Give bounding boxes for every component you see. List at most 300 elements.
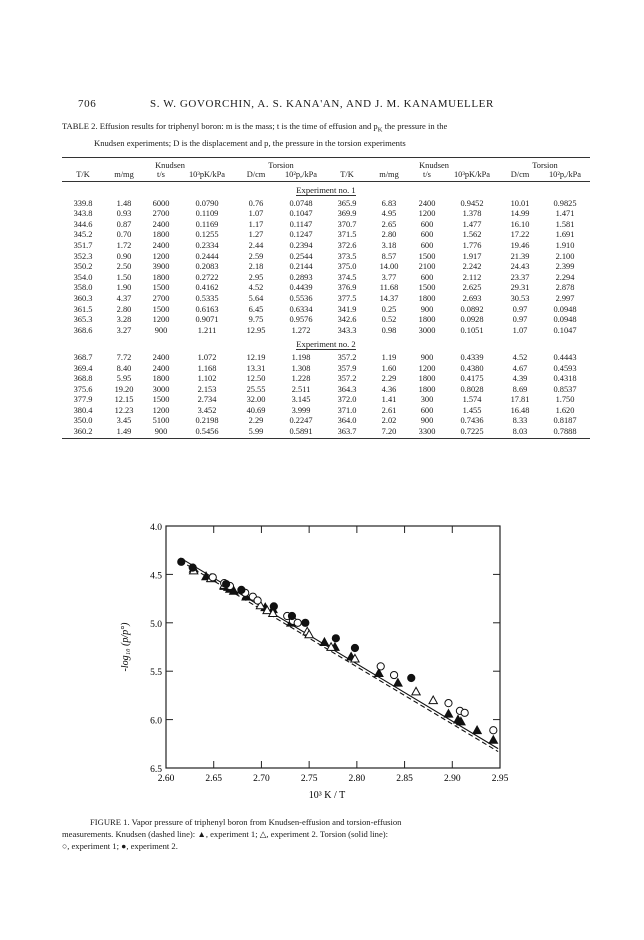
torsion-exp2-point (351, 644, 358, 651)
column-header: D/cm (236, 170, 276, 182)
table-cell: 1.471 (555, 209, 575, 219)
table-cell: 1.917 (462, 251, 482, 261)
table-cell: 1.378 (462, 209, 482, 219)
table-cell: 2.693 (462, 293, 482, 303)
column-header: 10³pK/kPa (178, 170, 236, 182)
table-cell: 2.511 (291, 384, 311, 394)
torsion-exp2-point (178, 558, 185, 565)
table-cell: 352.3 (73, 251, 93, 261)
table-cell: 900 (154, 325, 168, 335)
table-cell: 1.477 (462, 219, 482, 229)
table-cell: 4.36 (381, 384, 397, 394)
table-cell: 370.7 (337, 219, 357, 229)
group-header-torsion-right: Torsion (532, 161, 558, 170)
table-cell: 1800 (418, 374, 436, 384)
table-cell: 375.0 (337, 262, 357, 272)
table-cell: 0.97 (512, 304, 528, 314)
torsion-exp2-point (189, 564, 196, 571)
table-cell: 900 (420, 416, 434, 426)
table-cell: 365.9 (337, 198, 357, 208)
table-cell: 0.1051 (460, 325, 484, 335)
table-cell: 350.2 (73, 262, 93, 272)
table-cell: 1.910 (555, 240, 575, 250)
table-cell: 0.4162 (195, 283, 219, 293)
table-cell: 3.999 (291, 405, 311, 415)
table-cell: 3900 (152, 262, 170, 272)
table-cell: 0.5335 (195, 293, 219, 303)
table-cell: 1.102 (197, 374, 217, 384)
table-cell: 2100 (418, 262, 436, 272)
table-cell: 0.9825 (553, 198, 577, 208)
table-cell: 3.27 (116, 325, 132, 335)
column-header: 10²p,/kPa (540, 170, 590, 182)
table-cell: 25.55 (246, 384, 266, 394)
table-cell: 2.29 (248, 416, 264, 426)
table-cell: 2.65 (381, 219, 397, 229)
column-header: D/cm (500, 170, 540, 182)
torsion-exp1-point (209, 574, 216, 581)
y-tick-label: 5.5 (150, 668, 162, 679)
table-cell: 4.39 (512, 374, 528, 384)
table-cell: 13.31 (246, 363, 266, 373)
table-cell: 12.15 (114, 395, 134, 405)
table-cell: 8.33 (512, 416, 528, 426)
table-cell: 16.10 (510, 219, 530, 229)
table-cell: 2400 (152, 219, 170, 229)
table-cell: 354.0 (73, 272, 93, 282)
torsion-exp1-point (490, 727, 497, 734)
table-cell: 0.4339 (460, 352, 484, 362)
table-cell: 17.22 (510, 230, 530, 240)
torsion-exp1-point (377, 663, 384, 670)
y-tick-label: 6.5 (150, 765, 162, 775)
table-cell: 343.3 (337, 325, 357, 335)
table-cell: 2.153 (197, 384, 217, 394)
torsion-exp1-point (390, 671, 397, 678)
torsion-exp1-point (461, 709, 468, 716)
table-cell: 8.57 (381, 251, 397, 261)
table-cell: 1.41 (381, 395, 397, 405)
table-cell: 3000 (152, 384, 170, 394)
knudsen-exp1-point (473, 726, 481, 734)
table-cell: 2.399 (555, 262, 575, 272)
table-cell: 1.455 (462, 405, 482, 415)
table-cell: 3.452 (197, 405, 217, 415)
table-cell: 0.1047 (289, 209, 313, 219)
knudsen-exp2-point (412, 687, 420, 695)
table-cell: 0.5891 (289, 427, 313, 437)
table-cell: 1.17 (248, 219, 264, 229)
knudsen-exp1-point (320, 638, 328, 646)
table-cell: 374.5 (337, 272, 357, 282)
table-cell: 2.997 (555, 293, 575, 303)
table-cell: 371.5 (337, 230, 357, 240)
table-cell: 2400 (152, 240, 170, 250)
table-cell: 2.878 (555, 283, 575, 293)
y-tick-label: 5.0 (150, 619, 162, 630)
figure-caption-line1: FIGURE 1. Vapor pressure of triphenyl boron from Knudsen-effusion and torsion-effusion (90, 817, 402, 827)
knudsen-exp1-point (489, 736, 497, 744)
table-cell: 1800 (152, 230, 170, 240)
knudsen-exp1-point (444, 710, 452, 718)
table-cell: 371.0 (337, 405, 357, 415)
table-cell: 24.43 (510, 262, 530, 272)
table-cell: 368.7 (73, 352, 93, 362)
table-cell: 1.07 (248, 209, 264, 219)
table-cell: 0.87 (116, 219, 132, 229)
table-cell: 0.7436 (460, 416, 484, 426)
table-cell: 0.1047 (553, 325, 577, 335)
table-cell: 2.18 (248, 262, 264, 272)
table-cell: 6000 (152, 198, 170, 208)
table-cell: 2.44 (248, 240, 264, 250)
table-cell: 0.2444 (195, 251, 219, 261)
experiment-label: Experiment no. 1 (296, 185, 356, 195)
table-cell: 2.625 (462, 283, 482, 293)
table-cell: 2700 (152, 209, 170, 219)
table-cell: 364.0 (337, 416, 357, 426)
table-cell: 0.2144 (289, 262, 313, 272)
table-cell: 0.4175 (460, 374, 484, 384)
table-cell: 1.49 (116, 427, 132, 437)
table-cell: 1800 (418, 384, 436, 394)
table-cell: 360.3 (73, 293, 93, 303)
table-cell: 2400 (418, 198, 436, 208)
table-cell: 1.27 (248, 230, 264, 240)
table-cell: 4.52 (248, 283, 264, 293)
table-cell: 8.03 (512, 427, 528, 437)
table-cell: 12.50 (246, 374, 266, 384)
table-cell: 16.48 (510, 405, 530, 415)
torsion-exp2-point (332, 635, 339, 642)
table-cell: 368.6 (73, 325, 93, 335)
table-cell: 0.52 (381, 315, 397, 325)
torsion-exp2-point (302, 619, 309, 626)
experiment-label: Experiment no. 2 (296, 339, 356, 350)
table-cell: 5.99 (248, 427, 264, 437)
table-cell: 3.28 (116, 315, 132, 325)
table-cell: 2.02 (381, 416, 397, 426)
table-cell: 4.95 (381, 209, 397, 219)
torsion-exp2-point (408, 674, 415, 681)
y-tick-label: 6.0 (150, 716, 162, 727)
table-cell: 365.3 (73, 315, 93, 325)
table-cell: 2.29 (381, 374, 397, 384)
table-cell: 0.0928 (460, 315, 484, 325)
table-cell: 0.0748 (289, 198, 313, 208)
table-cell: 0.2722 (195, 272, 219, 282)
table-cell: 342.6 (337, 315, 357, 325)
table-cell: 2.95 (248, 272, 264, 282)
table-cell: 2.80 (116, 304, 132, 314)
table-cell: 0.8537 (553, 384, 577, 394)
table-cell: 2.100 (555, 251, 575, 261)
table-cell: 0.4439 (289, 283, 313, 293)
table-cell: 17.81 (510, 395, 530, 405)
y-tick-label: 4.5 (150, 571, 162, 582)
table-cell: 0.4443 (553, 352, 577, 362)
table-cell: 376.9 (337, 283, 357, 293)
table-cell: 0.4593 (553, 363, 577, 373)
table-cell: 1800 (418, 315, 436, 325)
table-cell: 1200 (418, 363, 436, 373)
table-cell: 29.31 (510, 283, 530, 293)
table-cell: 40.69 (246, 405, 266, 415)
table-cell: 5.95 (116, 374, 132, 384)
table-cell: 350.0 (73, 416, 93, 426)
torsion-exp2-point (270, 603, 277, 610)
table-cell: 0.98 (381, 325, 397, 335)
table-cell: 14.99 (510, 209, 530, 219)
table-cell: 2.112 (462, 272, 482, 282)
table-cell: 1.228 (291, 374, 311, 384)
table-cell: 14.00 (379, 262, 399, 272)
table-cell: 0.2083 (195, 262, 219, 272)
table-cell: 7.72 (116, 352, 132, 362)
table-cell: 372.6 (337, 240, 357, 250)
table-cell: 1.750 (555, 395, 575, 405)
y-tick-label: 4.0 (150, 523, 162, 533)
table-cell: 1500 (418, 251, 436, 261)
table-cell: 0.2198 (195, 416, 219, 426)
x-tick-label: 2.80 (348, 774, 366, 784)
table-cell: 0.2247 (289, 416, 313, 426)
table-cell: 6.45 (248, 304, 264, 314)
x-axis-label: 10³ K / T (308, 790, 346, 801)
table-cell: 600 (420, 219, 434, 229)
table-cell: 4.37 (116, 293, 132, 303)
table-cell: 358.0 (73, 283, 93, 293)
table-cell: 1.072 (197, 352, 217, 362)
table-cell: 341.9 (337, 304, 357, 314)
table-cell: 3300 (418, 427, 436, 437)
table-cell: 1.19 (381, 352, 397, 362)
table-cell: 363.7 (337, 427, 357, 437)
figure-caption (62, 816, 590, 852)
table-cell: 0.8187 (553, 416, 577, 426)
table-cell: 377.9 (73, 395, 93, 405)
table-cell: 11.68 (379, 283, 399, 293)
column-header: m/mg (368, 170, 410, 182)
table-cell: 0.8028 (460, 384, 484, 394)
table-cell: 369.4 (73, 363, 93, 373)
table-cell: 1.308 (291, 363, 311, 373)
table-cell: 4.67 (512, 363, 528, 373)
column-header: t/s (144, 170, 178, 182)
table-cell: 1200 (152, 315, 170, 325)
table-cell: 0.6334 (289, 304, 313, 314)
group-header-knudsen-right: Knudsen (419, 161, 449, 170)
table-cell: 14.37 (379, 293, 399, 303)
table-cell: 1.574 (462, 395, 482, 405)
table-cell: 0.97 (512, 315, 528, 325)
table-cell: 600 (420, 230, 434, 240)
group-header-knudsen-left: Knudsen (155, 161, 185, 170)
table-caption-line2: Knudsen experiments; D is the displacement and p, the pressure in the torsion experiments (94, 137, 406, 148)
table-cell: 23.37 (510, 272, 530, 282)
figure-caption-line2: measurements. Knudsen (dashed line): ▲, experiment 1; △, experiment 2. Torsion (solid line): (62, 829, 389, 839)
table-cell: 2.734 (197, 395, 217, 405)
page-number: 706 (78, 98, 97, 110)
table-cell: 2700 (152, 293, 170, 303)
table-cell: 0.2394 (289, 240, 313, 250)
table-cell: 32.00 (246, 395, 266, 405)
table-cell: 900 (420, 304, 434, 314)
table-cell: 1200 (418, 209, 436, 219)
table-cell: 372.0 (337, 395, 357, 405)
table-cell: 0.2893 (289, 272, 313, 282)
table-cell: 0.4380 (460, 363, 484, 373)
table-cell: 369.9 (337, 209, 357, 219)
table-cell: 0.9576 (289, 315, 313, 325)
table-cell: 1.90 (116, 283, 132, 293)
table-cell: 3.45 (116, 416, 132, 426)
table-cell: 3.18 (381, 240, 397, 250)
column-header: T/K (62, 170, 104, 182)
table-cell: 373.5 (337, 251, 357, 261)
table-cell: 2.59 (248, 251, 264, 261)
table-cell: 0.76 (248, 198, 264, 208)
table-cell: 600 (420, 405, 434, 415)
column-header: 10²p,/kPa (276, 170, 326, 182)
table-cell: 0.7225 (460, 427, 484, 437)
table-cell: 0.0948 (553, 304, 577, 314)
table-cell: 10.01 (510, 198, 530, 208)
table-cell: 1.776 (462, 240, 482, 250)
torsion-exp2-point (288, 612, 295, 619)
table-cell: 4.52 (512, 352, 528, 362)
table-cell: 0.0948 (553, 315, 577, 325)
table-cell: 7.20 (381, 427, 397, 437)
table-cell: 8.69 (512, 384, 528, 394)
table-cell: 8.40 (116, 363, 132, 373)
table-cell: 1.211 (197, 325, 217, 335)
table-cell: 0.9452 (460, 198, 484, 208)
table-cell: 1.60 (381, 363, 397, 373)
table-cell: 345.2 (73, 230, 93, 240)
table-cell: 357.9 (337, 363, 357, 373)
table-cell: 357.2 (337, 352, 357, 362)
table-cell: 30.53 (510, 293, 530, 303)
table-cell: 1200 (152, 251, 170, 261)
column-header: T/K (326, 170, 368, 182)
table-cell: 0.4318 (553, 374, 577, 384)
table-cell: 21.39 (510, 251, 530, 261)
table-cell: 12.19 (246, 352, 266, 362)
table-cell: 600 (420, 272, 434, 282)
table-cell: 0.2544 (289, 251, 313, 261)
table-cell: 1800 (418, 293, 436, 303)
torsion-exp2-point (238, 586, 245, 593)
x-tick-label: 2.85 (396, 774, 413, 784)
table-cell: 0.6163 (195, 304, 219, 314)
table-cell: 380.4 (73, 405, 93, 415)
table-cell: 1.48 (116, 198, 132, 208)
table-cell: 343.8 (73, 209, 93, 219)
table-cell: 2.61 (381, 405, 397, 415)
table-cell: 5.64 (248, 293, 264, 303)
table-cell: 360.2 (73, 427, 93, 437)
table-cell: 0.2334 (195, 240, 219, 250)
torsion-exp1-point (445, 700, 452, 707)
table-cell: 1.198 (291, 352, 311, 362)
table-cell: 0.90 (116, 251, 132, 261)
x-tick-label: 2.95 (491, 774, 509, 784)
table-cell: 3.77 (381, 272, 397, 282)
table-cell: 0.0892 (460, 304, 484, 314)
table-cell: 1.562 (462, 230, 482, 240)
table-cell: 344.6 (73, 219, 93, 229)
table-cell: 1.272 (291, 325, 311, 335)
table-cell: 1800 (152, 272, 170, 282)
table-cell: 2.50 (116, 262, 132, 272)
table-cell: 9.75 (248, 315, 264, 325)
x-tick-label: 2.75 (300, 774, 318, 784)
table-cell: 1.07 (512, 325, 528, 335)
x-tick-label: 2.90 (443, 774, 461, 784)
table-cell: 339.8 (73, 198, 93, 208)
table-cell: 12.95 (246, 325, 266, 335)
figure-caption-line3: ○, experiment 1; ●, experiment 2. (62, 841, 178, 851)
y-axis-label: -log₁₀ (p/p°) (120, 622, 131, 672)
table-cell: 2400 (152, 352, 170, 362)
table-cell: 0.5456 (195, 427, 219, 437)
table-cell: 1500 (152, 395, 170, 405)
table-cell: 1.581 (555, 219, 575, 229)
table-cell: 351.7 (73, 240, 93, 250)
author-line: S. W. GOVORCHIN, A. S. KANA'AN, AND J. M. KANAMUELLER (150, 98, 494, 110)
table-cell: 0.93 (116, 209, 132, 219)
knudsen-exp1-point (394, 679, 402, 687)
table-cell: 375.6 (73, 384, 93, 394)
table-cell: 1500 (152, 304, 170, 314)
x-tick-label: 2.65 (205, 774, 223, 784)
table-cell: 900 (154, 427, 168, 437)
table-cell: 1.620 (555, 405, 575, 415)
table-cell: 3.145 (291, 395, 311, 405)
column-header: m/mg (104, 170, 144, 182)
table-cell: 1.168 (197, 363, 217, 373)
x-tick-label: 2.70 (253, 774, 270, 784)
table-cell: 0.1169 (195, 219, 219, 229)
table-cell: 1200 (152, 405, 170, 415)
table-cell: 377.5 (337, 293, 357, 303)
x-tick-label: 2.60 (157, 774, 175, 784)
table-cell: 0.0790 (195, 198, 219, 208)
table-cell: 1500 (418, 283, 436, 293)
table-cell: 900 (420, 352, 434, 362)
table-cell: 1.72 (116, 240, 132, 250)
knudsen-exp2-point (429, 696, 437, 704)
table-cell: 300 (420, 395, 434, 405)
table-cell: 600 (420, 240, 434, 250)
table-cell: 1800 (152, 374, 170, 384)
table-cell: 2.80 (381, 230, 397, 240)
table-cell: 0.25 (381, 304, 397, 314)
table-cell: 357.2 (337, 374, 357, 384)
column-header: t/s (410, 170, 444, 182)
table-caption-line1: TABLE 2. Effusion results for triphenyl boron: m is the mass; t is the time of effusion and $p_K$ the pressure in the (62, 121, 448, 134)
table-cell: 5100 (152, 416, 170, 426)
table-cell: 0.1147 (289, 219, 313, 229)
table-cell: 19.20 (114, 384, 134, 394)
table-cell: 2.294 (555, 272, 575, 282)
table-cell: 0.9071 (195, 315, 219, 325)
table-cell: 0.5536 (289, 293, 313, 303)
table-cell: 361.5 (73, 304, 93, 314)
table-cell: 6.83 (381, 198, 397, 208)
table-cell: 364.3 (337, 384, 357, 394)
